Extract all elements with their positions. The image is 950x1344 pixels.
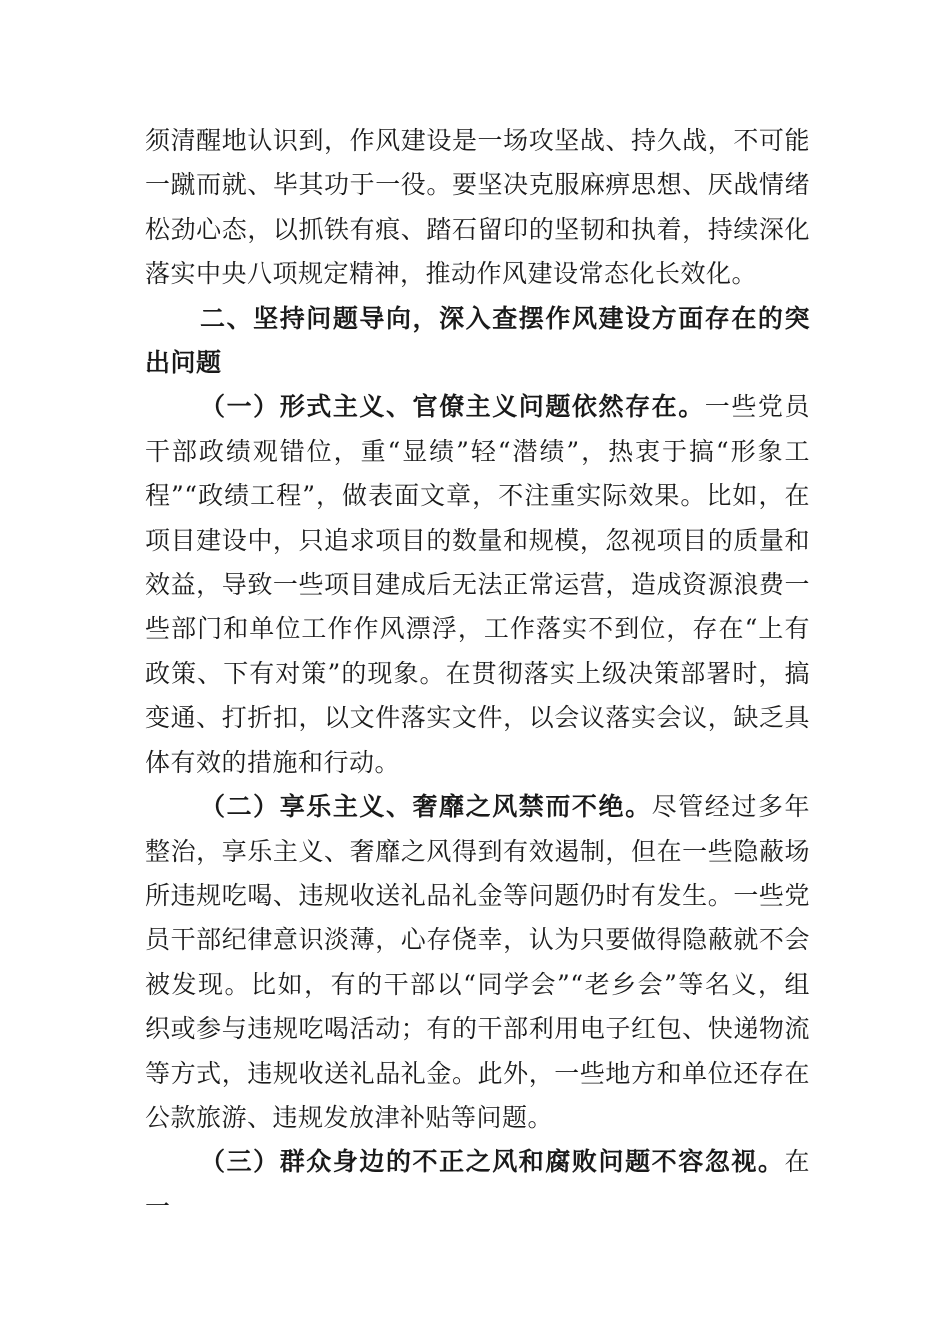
document-body [145,119,810,1229]
item-body-1: 一些党员干部政绩观错位，重“显绩”轻“潜绩”，热衷于搞“形象工程”“政绩工程”，做表面文章，不注重实际效果。比如，在项目建设中，只追求项目的数量和规模，忽视项目的质量和效益，导致一些项目建成后无法正常运营，造成资源浪费一些部门和单位工作作风漂浮，工作落实不到位，存在“上有政策、下有对策”的现象。在贯彻落实上级决策部署时，搞变通、打折扣，以文件落实文件，以会议落实会议，缺乏具体有效的措施和行动。 [145,392,810,777]
item-body-2: 尽管经过多年整治，享乐主义、奢靡之风得到有效遏制，但在一些隐蔽场所违规吃喝、违规收送礼品礼金等问题仍时有发生。一些党员干部纪律意识淡薄，心存侥幸，认为只要做得隐蔽就不会被发现。比如，有的干部以“同学会”“老乡会”等名义，组织或参与违规吃喝活动；有的干部利用电子红包、快递物流等方式，违规收送礼品礼金。此外，一些地方和单位还存在公款旅游、违规发放津补贴等问题。 [145,792,810,1132]
item-body-3: 在一 [145,1147,810,1221]
paragraph-item-3 [145,1140,810,1229]
item-title-1: （一）形式主义、官僚主义问题依然存在。 [200,392,705,422]
paragraph-item-2 [145,785,810,1140]
item-title-2: （二）享乐主义、奢靡之风禁而不绝。 [200,792,652,822]
paragraph-continued: 须清醒地认识到，作风建设是一场攻坚战、持久战，不可能一蹴而就、毕其功于一役。要坚决克服麻痹思想、厌战情绪松劲心态，以抓铁有痕、踏石留印的坚韧和执着，持续深化落实中央八项规定精神，推动作风建设常态化长效化。 [145,126,810,289]
section-heading: 二、坚持问题导向，深入查摆作风建设方面存在的突出问题 [145,303,810,378]
paragraph-item-1 [145,385,810,785]
item-title-3: （三）群众身边的不正之风和腐败问题不容忽视。 [200,1147,785,1177]
